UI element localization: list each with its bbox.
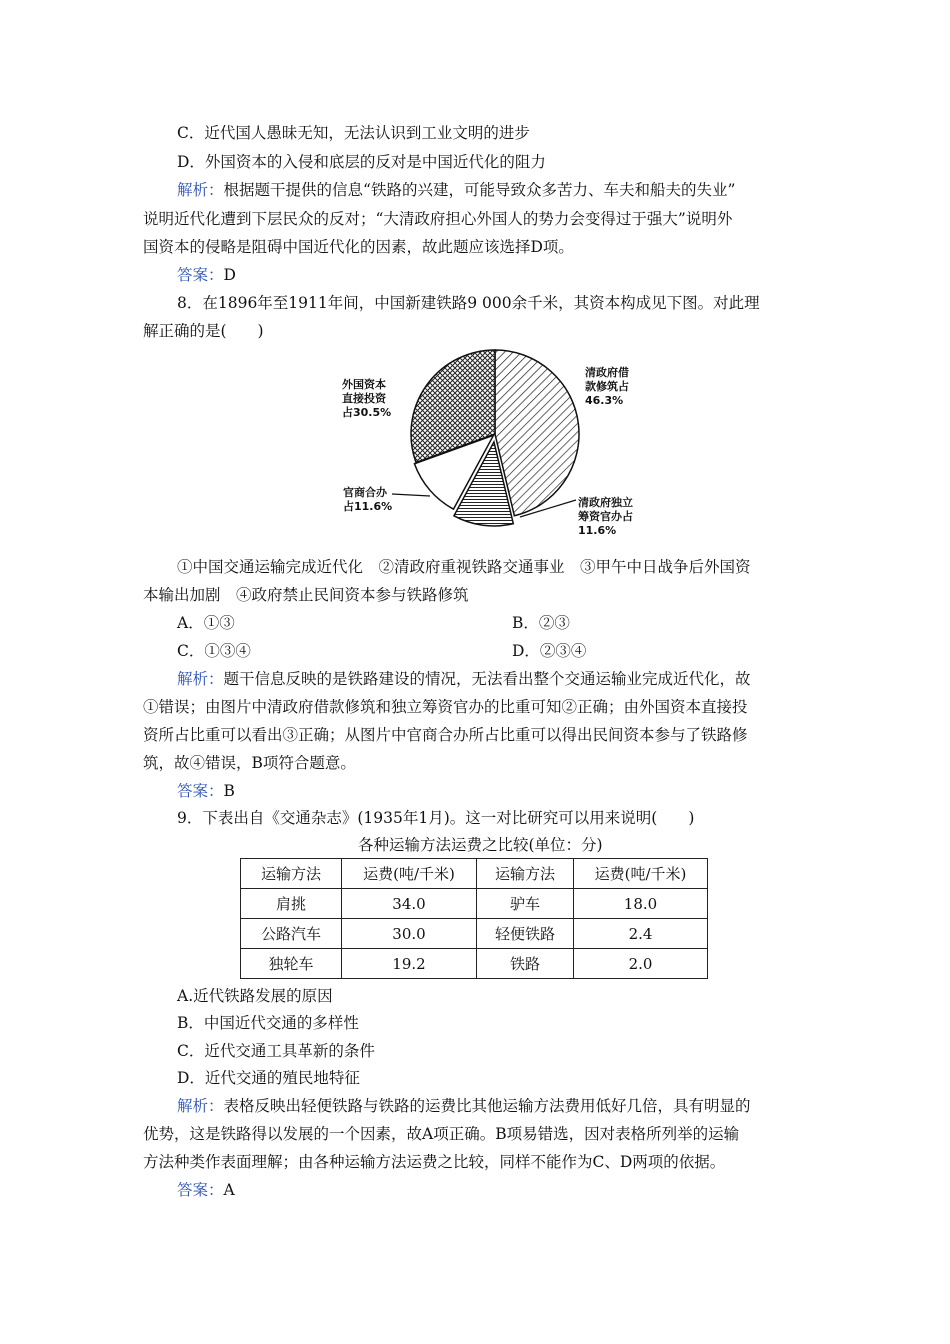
q7-analysis-line3: 国资本的侵略是阻碍中国近代化的因素，故此题应该选择D项。 bbox=[143, 238, 574, 256]
table-cell: 2.0 bbox=[574, 949, 708, 979]
table-header-cell: 运费(吨/千米) bbox=[574, 859, 708, 889]
pie-label-line: 11.6% bbox=[578, 524, 617, 537]
q9-option-d: D．近代交通的殖民地特征 bbox=[177, 1069, 360, 1087]
q9-option-b: B．中国近代交通的多样性 bbox=[177, 1014, 359, 1032]
q8-analysis-line2: ①错误；由图片中清政府借款修筑和独立筹资官办的比重可知②正确；由外国资本直接投 bbox=[143, 698, 748, 716]
pie-label-line: 款修筑占 bbox=[585, 380, 629, 393]
analysis-label: 解析： bbox=[177, 1097, 224, 1115]
table-cell: 19.2 bbox=[342, 949, 477, 979]
answer-label: 答案： bbox=[177, 266, 224, 284]
q8-analysis-text1: 题干信息反映的是铁路建设的情况，无法看出整个交通运输业完成近代化，故 bbox=[223, 670, 751, 688]
pie-label-line: 官商合办 bbox=[343, 486, 387, 499]
table-cell: 铁路 bbox=[477, 949, 574, 979]
analysis-label: 解析： bbox=[177, 670, 224, 688]
q8-analysis-line1 bbox=[177, 669, 751, 689]
q8-stem-line1: 8．在1896年至1911年间，中国新建铁路9 000余千米，其资本构成见下图。对此理 bbox=[177, 294, 760, 312]
q9-stem: 9．下表出自《交通杂志》(1935年1月)。这一对比研究可以用来说明( ) bbox=[177, 809, 695, 827]
q9-option-c: C．近代交通工具革新的条件 bbox=[177, 1042, 375, 1060]
pie-label-line: 46.3% bbox=[585, 394, 624, 407]
table-header-cell: 运输方法 bbox=[241, 859, 342, 889]
table-cell: 18.0 bbox=[574, 889, 708, 919]
table-cell: 轻便铁路 bbox=[477, 919, 574, 949]
pie-label-official bbox=[578, 496, 633, 538]
pie-label-line: 清政府借 bbox=[585, 366, 629, 379]
pie-label-foreign bbox=[342, 378, 391, 420]
table-header-cell: 运输方法 bbox=[477, 859, 574, 889]
q7-analysis-line2: 说明近代化遭到下层民众的反对；“大清政府担心外国人的势力会变得过于强大”说明外 bbox=[143, 210, 733, 228]
table-cell: 驴车 bbox=[477, 889, 574, 919]
answer-label: 答案： bbox=[177, 782, 224, 800]
q8-option-b: B．②③ bbox=[512, 614, 570, 632]
pie-label-line: 筹资官办占 bbox=[578, 510, 633, 523]
pie-label-loan bbox=[585, 366, 629, 408]
q7-analysis-text1: 根据题干提供的信息“铁路的兴建，可能导致众多苦力、车夫和船夫的失业” bbox=[223, 181, 736, 199]
pie-label-line: 直接投资 bbox=[342, 392, 386, 405]
pie-label-line: 外国资本 bbox=[342, 378, 386, 391]
table-cell: 公路汽车 bbox=[241, 919, 342, 949]
q8-answer bbox=[177, 781, 235, 801]
q7-answer bbox=[177, 265, 236, 285]
table-cell: 30.0 bbox=[342, 919, 477, 949]
leader-line bbox=[392, 494, 430, 496]
freight-cost-table bbox=[240, 858, 708, 979]
q8-option-d: D．②③④ bbox=[512, 642, 587, 660]
answer-label: 答案： bbox=[177, 1181, 224, 1199]
table-row bbox=[241, 919, 708, 949]
q8-answer-value: B bbox=[223, 782, 235, 800]
table-cell: 34.0 bbox=[342, 889, 477, 919]
table-row bbox=[241, 949, 708, 979]
table-cell: 肩挑 bbox=[241, 889, 342, 919]
q9-answer-value: A bbox=[223, 1181, 235, 1199]
q8-items-line1: ①中国交通运输完成近代化 ②清政府重视铁路交通事业 ③甲午中日战争后外国资 bbox=[177, 558, 751, 576]
analysis-label: 解析： bbox=[177, 181, 224, 199]
table-header-row bbox=[241, 859, 708, 889]
pie-label-joint bbox=[343, 486, 392, 514]
q7-answer-value: D bbox=[223, 266, 236, 284]
pie-slice-loan bbox=[495, 350, 579, 516]
q8-analysis-line3: 资所占比重可以看出③正确；从图片中官商合办所占比重可以得出民间资本参与了铁路修 bbox=[143, 726, 748, 744]
q7-option-d: D．外国资本的入侵和底层的反对是中国近代化的阻力 bbox=[177, 153, 546, 171]
q9-analysis-line1 bbox=[177, 1096, 751, 1116]
table-row bbox=[241, 889, 708, 919]
pie-label-line: 清政府独立 bbox=[578, 496, 633, 509]
q7-analysis-line1 bbox=[177, 180, 735, 200]
table-cell: 2.4 bbox=[574, 919, 708, 949]
q9-answer bbox=[177, 1180, 235, 1200]
q8-items-line2: 本输出加剧 ④政府禁止民间资本参与铁路修筑 bbox=[143, 586, 469, 604]
q9-table-title: 各种运输方法运费之比较(单位：分) bbox=[358, 836, 603, 854]
q8-option-a: A．①③ bbox=[177, 614, 235, 632]
q9-analysis-line3: 方法种类作表面理解；由各种运输方法运费之比较，同样不能作为C、D两项的依据。 bbox=[143, 1153, 726, 1171]
q9-analysis-line2: 优势，这是铁路得以发展的一个因素，故A项正确。B项易错选，因对表格所列举的运输 bbox=[143, 1125, 740, 1143]
q8-option-c: C．①③④ bbox=[177, 642, 251, 660]
q9-option-a: A.近代铁路发展的原因 bbox=[177, 987, 333, 1005]
pie-label-line: 占30.5% bbox=[342, 406, 392, 419]
q9-analysis-text1: 表格反映出轻便铁路与铁路的运费比其他运输方法费用低好几倍，具有明显的 bbox=[223, 1097, 751, 1115]
q8-analysis-line4: 筑，故④错误，B项符合题意。 bbox=[143, 754, 356, 772]
table-header-cell: 运费(吨/千米) bbox=[342, 859, 477, 889]
q7-option-c: C．近代国人愚昧无知，无法认识到工业文明的进步 bbox=[177, 124, 530, 142]
pie-label-line: 占11.6% bbox=[343, 500, 393, 513]
q8-stem-line2: 解正确的是( ) bbox=[143, 322, 264, 340]
table-cell: 独轮车 bbox=[241, 949, 342, 979]
